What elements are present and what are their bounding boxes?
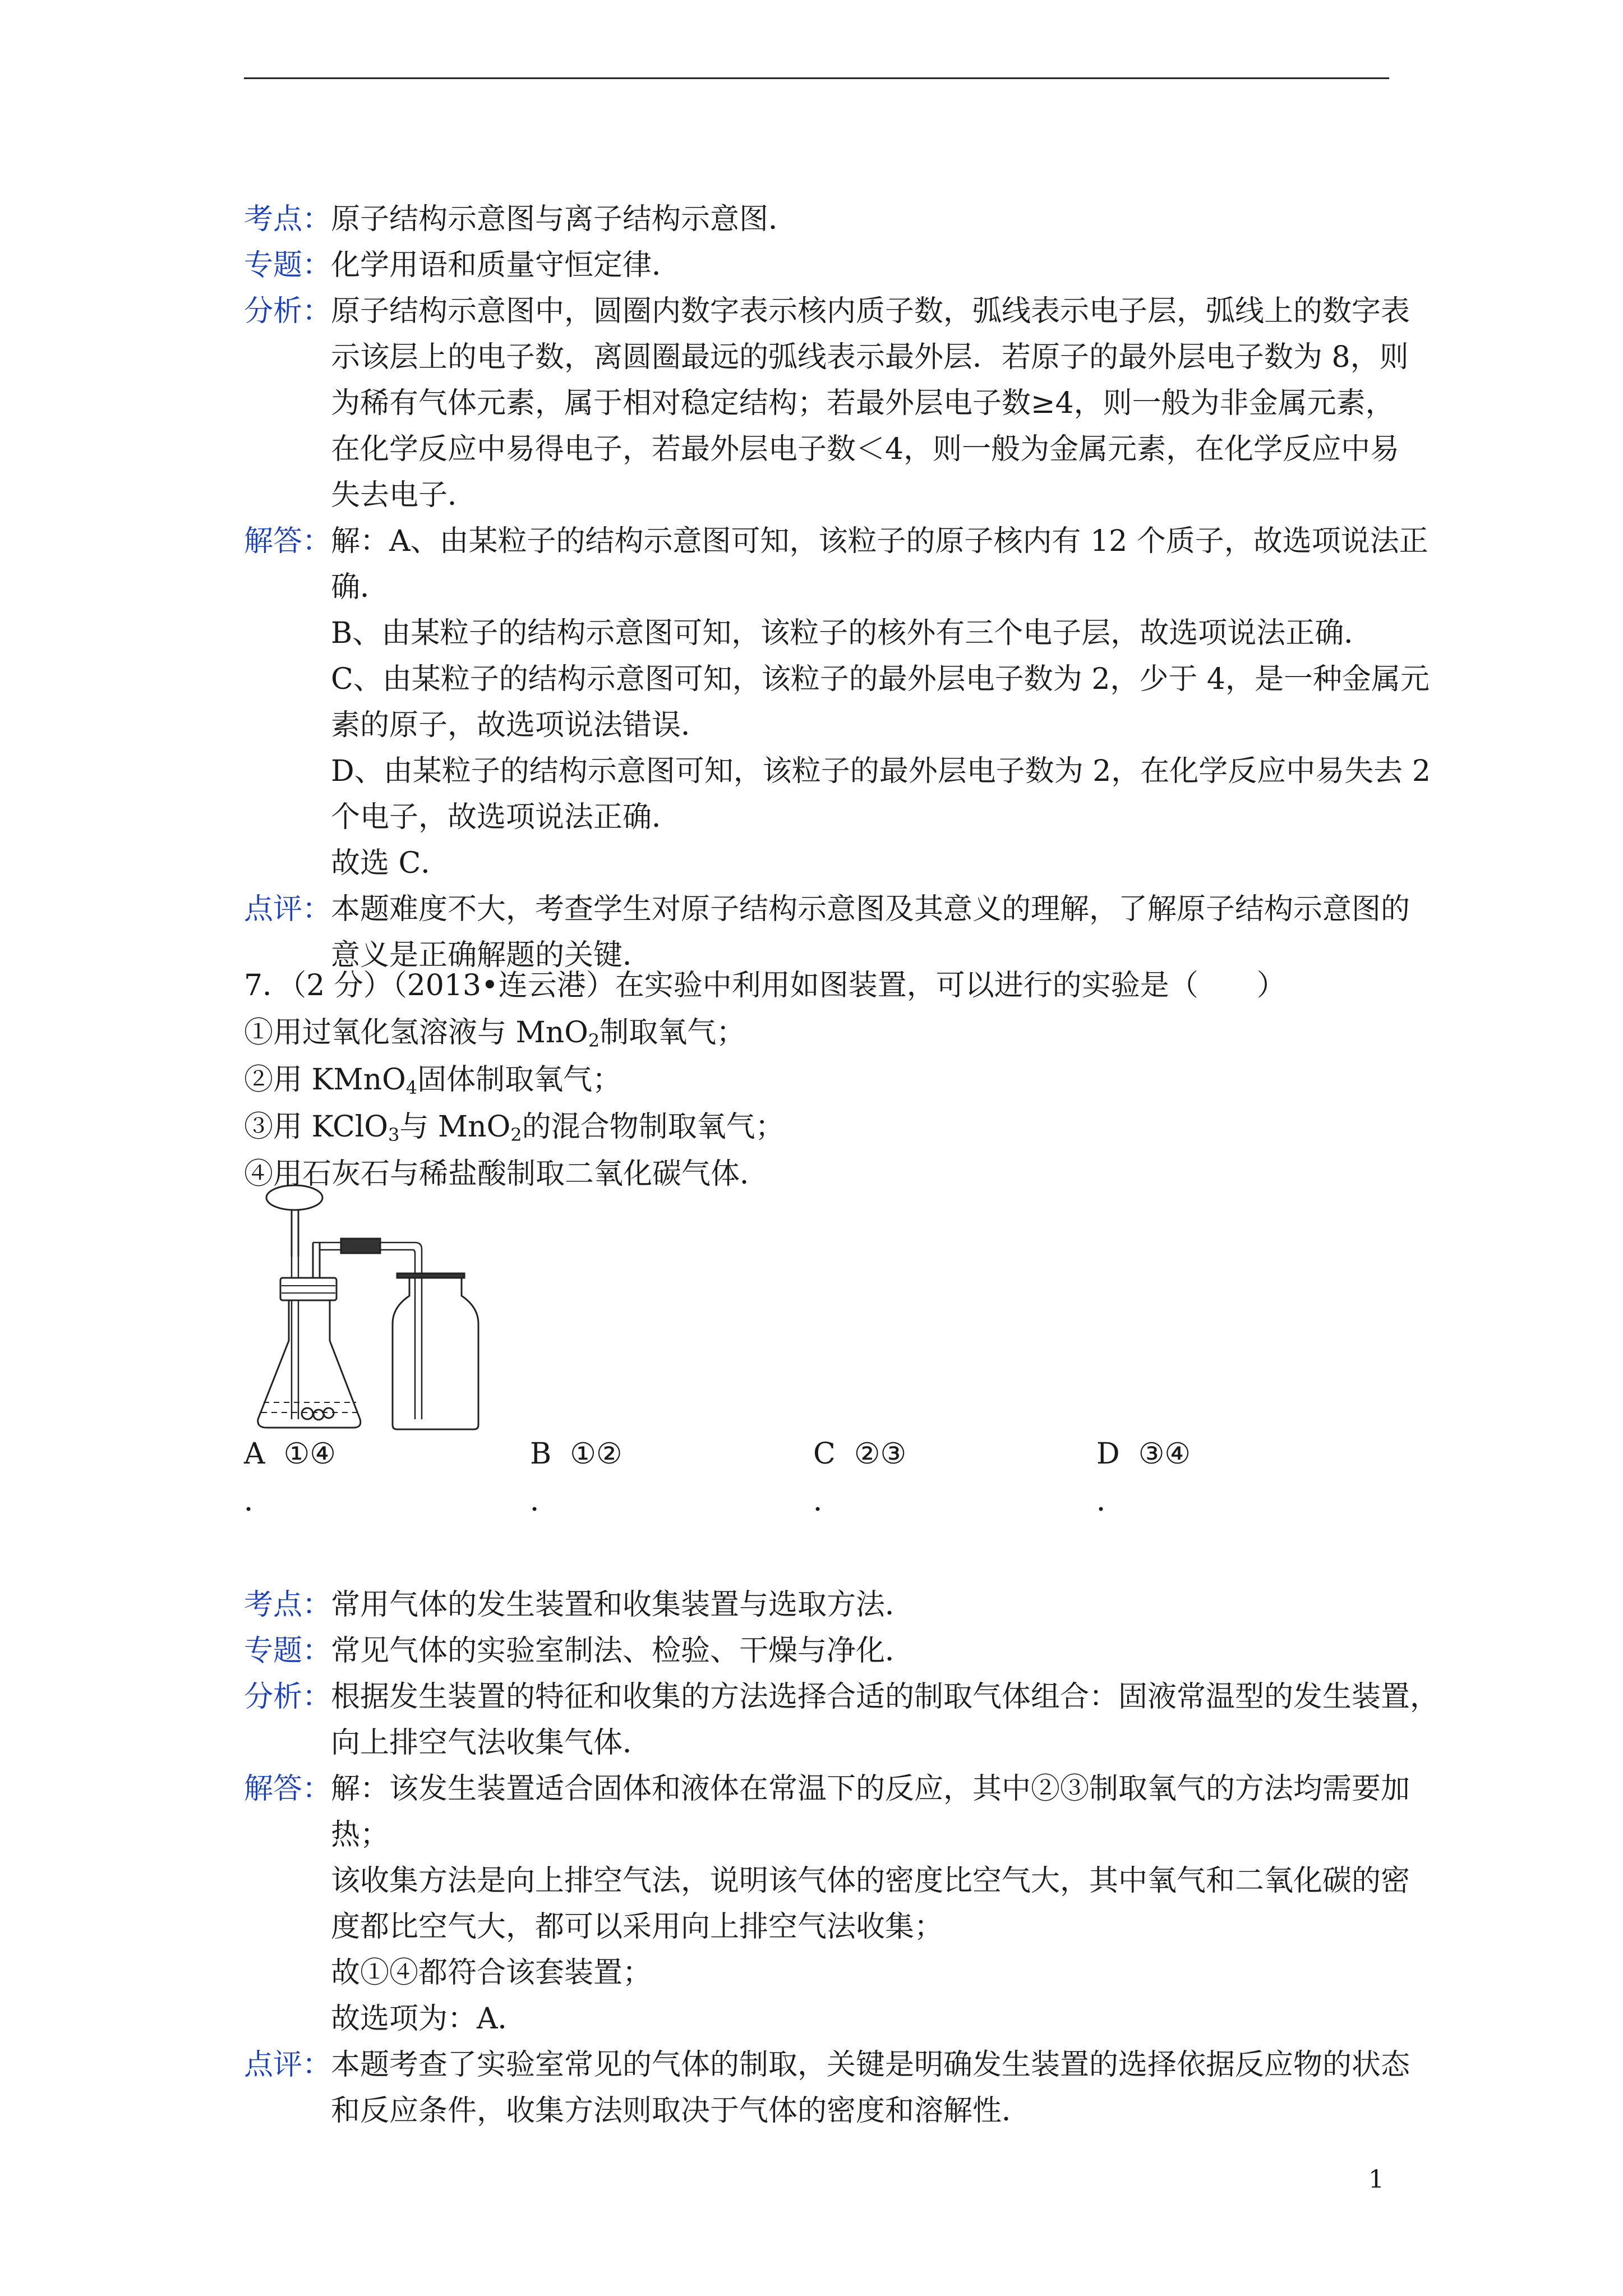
- fenxi-line: 原子结构示意图中，圆圈内数字表示核内质子数，弧线表示电子层，弧线上的数字表: [331, 295, 1410, 328]
- apparatus-diagram: [247, 1178, 516, 1436]
- jieda-line: 素的原子，故选项说法错误．: [331, 708, 711, 742]
- collection-bottle: [393, 1278, 478, 1429]
- zhuanti-row: 专题： 化学用语和质量守恒定律．: [244, 249, 681, 282]
- zhuanti-row: 专题： 常见气体的实验室制法、检验、干燥与净化．: [244, 1634, 915, 1668]
- prev-analysis: [244, 196, 1431, 978]
- question-item-1: ①用过氧化氢溶液与 MnO$_2$制取氧气；: [244, 1016, 746, 1051]
- kaodian-row: 考点： 原子结构示意图与离子结构示意图．: [244, 203, 798, 236]
- jieda-line: 热；: [331, 1818, 390, 1852]
- jieda-line: 解：该发生装置适合固体和液体在常温下的反应，其中②③制取氧气的方法均需要加: [331, 1772, 1410, 1806]
- fenxi-line: 失去电子．: [331, 478, 477, 512]
- dianping-label: 点评: [244, 2048, 303, 2082]
- fenxi-line: 根据发生装置的特征和收集的方法选择合适的制取气体组合：固液常温型的发生装置，: [331, 1680, 1440, 1714]
- zhuanti-text: 化学用语和质量守恒定律．: [331, 249, 681, 282]
- fenxi-line: 向上排空气法收集气体．: [331, 1726, 652, 1760]
- dianping-line: 本题难度不大，考查学生对原子结构示意图及其意义的理解，了解原子结构示意图的: [331, 892, 1410, 926]
- kaodian-label: 考点: [244, 1588, 303, 1622]
- dianping-label: 点评: [244, 892, 303, 926]
- jieda-line: 故选项为：A．: [331, 2002, 527, 2036]
- stopper: [280, 1278, 336, 1300]
- option-c[interactable]: C ②③ ．: [813, 1437, 907, 1518]
- dianping-line: 本题考查了实验室常见的气体的制取，关键是明确发生装置的选择依据反应物的状态: [331, 2048, 1410, 2082]
- zhuanti-text: 常见气体的实验室制法、检验、干燥与净化．: [331, 1634, 915, 1668]
- option-b[interactable]: B ①② ．: [530, 1437, 623, 1518]
- fenxi-label: 分析: [244, 295, 303, 328]
- header-rule: [244, 77, 1389, 79]
- fenxi-row: 分析： 原子结构示意图中，圆圈内数字表示核内质子数，弧线表示电子层，弧线上的数字表 示该层上的电子数，离圆圈最远的弧线表示最外层．若原子的最外层电子数为 8，则 为稀有气体元素，属于相对稳定结构；若最外层电子数≥4，则一般为非金属元素， 在化学反应中易得电子，若最外层电子数＜4，则一般为金属元素，在化学反应中易 失去电子．: [244, 288, 1391, 518]
- page-number: 1: [1368, 2165, 1384, 2194]
- dianping-row: 点评： 本题考查了实验室常见的气体的制取，关键是明确发生装置的选择依据反应物的状态 和反应条件，收集方法则取决于气体的密度和溶解性．: [244, 2042, 1391, 2134]
- fenxi-line: 在化学反应中易得电子，若最外层电子数＜4，则一般为金属元素，在化学反应中易: [331, 432, 1400, 466]
- q7-analysis: [244, 1582, 1440, 2134]
- jieda-line: D、由某粒子的结构示意图可知，该粒子的最外层电子数为 2，在化学反应中易失去 2: [331, 754, 1431, 788]
- jieda-row: 解答： 解：该发生装置适合固体和液体在常温下的反应，其中②③制取氧气的方法均需要加 热； 该收集方法是向上排空气法，说明该气体的密度比空气大，其中氧气和二氧化碳的密 度都比空气大，都可以采用向上排空气法收集； 故①④都符合该套装置； 故选项为：A．: [244, 1766, 1391, 2042]
- jieda-line: B、由某粒子的结构示意图可知，该粒子的核外有三个电子层，故选项说法正确．: [331, 616, 1373, 650]
- jieda-label: 解答: [244, 524, 303, 558]
- dianping-row: 点评： 本题难度不大，考查学生对原子结构示意图及其意义的理解，了解原子结构示意图的 意义是正确解题的关键．: [244, 886, 1391, 978]
- jieda-line: 故①④都符合该套装置；: [331, 1956, 652, 1990]
- kaodian-label: 考点: [244, 203, 303, 236]
- question-item-4: ④用石灰石与稀盐酸制取二氧化碳气体．: [244, 1157, 769, 1191]
- question-7: [244, 962, 1391, 1198]
- zhuanti-label: 专题: [244, 249, 303, 282]
- kaodian-text: 常用气体的发生装置和收集装置与选取方法．: [331, 1588, 915, 1622]
- option-d[interactable]: D ③④ ．: [1096, 1437, 1191, 1518]
- fenxi-line: 为稀有气体元素，属于相对稳定结构；若最外层电子数≥4，则一般为非金属元素，: [331, 386, 1395, 420]
- jieda-line: 度都比空气大，都可以采用向上排空气法收集；: [331, 1910, 944, 1944]
- rubber-connector: [341, 1239, 380, 1253]
- answer-options: [244, 1430, 1422, 1520]
- jieda-label: 解答: [244, 1772, 303, 1806]
- jieda-line: C、由某粒子的结构示意图可知，该粒子的最外层电子数为 2，少于 4，是一种金属元: [331, 662, 1430, 696]
- fenxi-row: 分析： 根据发生装置的特征和收集的方法选择合适的制取气体组合：固液常温型的发生装置， 向上排空气法收集气体．: [244, 1674, 1391, 1766]
- option-a[interactable]: A ①④ ．: [244, 1437, 336, 1518]
- zhuanti-label: 专题: [244, 1634, 303, 1668]
- jieda-row: 解答： 解：A、由某粒子的结构示意图可知，该粒子的原子核内有 12 个质子，故选项说法正 确． B、由某粒子的结构示意图可知，该粒子的核外有三个电子层，故选项说法正确． C、由某粒子的结构示意图可知，该粒子的最外层电子数为 2，少于 4，是一种金属元 素的原子，故选项说法错误． D、由某粒子的结构示意图可知，该粒子的最外层电子数为 2，在化学反应中易失去 2 个电子，故选项说法正确． 故选 C．: [244, 518, 1391, 886]
- funnel-bulb: [266, 1185, 322, 1210]
- question-item-3: ③用 KClO$_3$与 MnO$_2$的混合物制取氧气；: [244, 1110, 785, 1145]
- funnel-neck: [292, 1210, 298, 1257]
- jieda-line: 故选 C．: [331, 846, 450, 880]
- jieda-line: 该收集方法是向上排空气法，说明该气体的密度比空气大，其中氧气和二氧化碳的密: [331, 1864, 1410, 1898]
- question-stem: 7．（2 分）（2013•连云港）在实验中利用如图装置，可以进行的实验是（ ）: [244, 969, 1286, 1002]
- kaodian-row: 考点： 常用气体的发生装置和收集装置与选取方法．: [244, 1588, 915, 1622]
- jieda-line: 确．: [331, 570, 390, 604]
- jieda-line: 解：A、由某粒子的结构示意图可知，该粒子的原子核内有 12 个质子，故选项说法正: [331, 524, 1428, 558]
- kaodian-text: 原子结构示意图与离子结构示意图．: [331, 203, 798, 236]
- fenxi-label: 分析: [244, 1680, 303, 1714]
- question-item-2: ②用 KMnO$_4$固体制取氧气；: [244, 1063, 622, 1098]
- fenxi-line: 示该层上的电子数，离圆圈最远的弧线表示最外层．若原子的最外层电子数为 8，则: [331, 341, 1409, 374]
- bottle-lid: [397, 1273, 464, 1278]
- dianping-line: 意义是正确解题的关键．: [331, 938, 652, 972]
- jieda-line: 个电子，故选项说法正确．: [331, 800, 681, 834]
- dianping-line: 和反应条件，收集方法则取决于气体的密度和溶解性．: [331, 2094, 1031, 2128]
